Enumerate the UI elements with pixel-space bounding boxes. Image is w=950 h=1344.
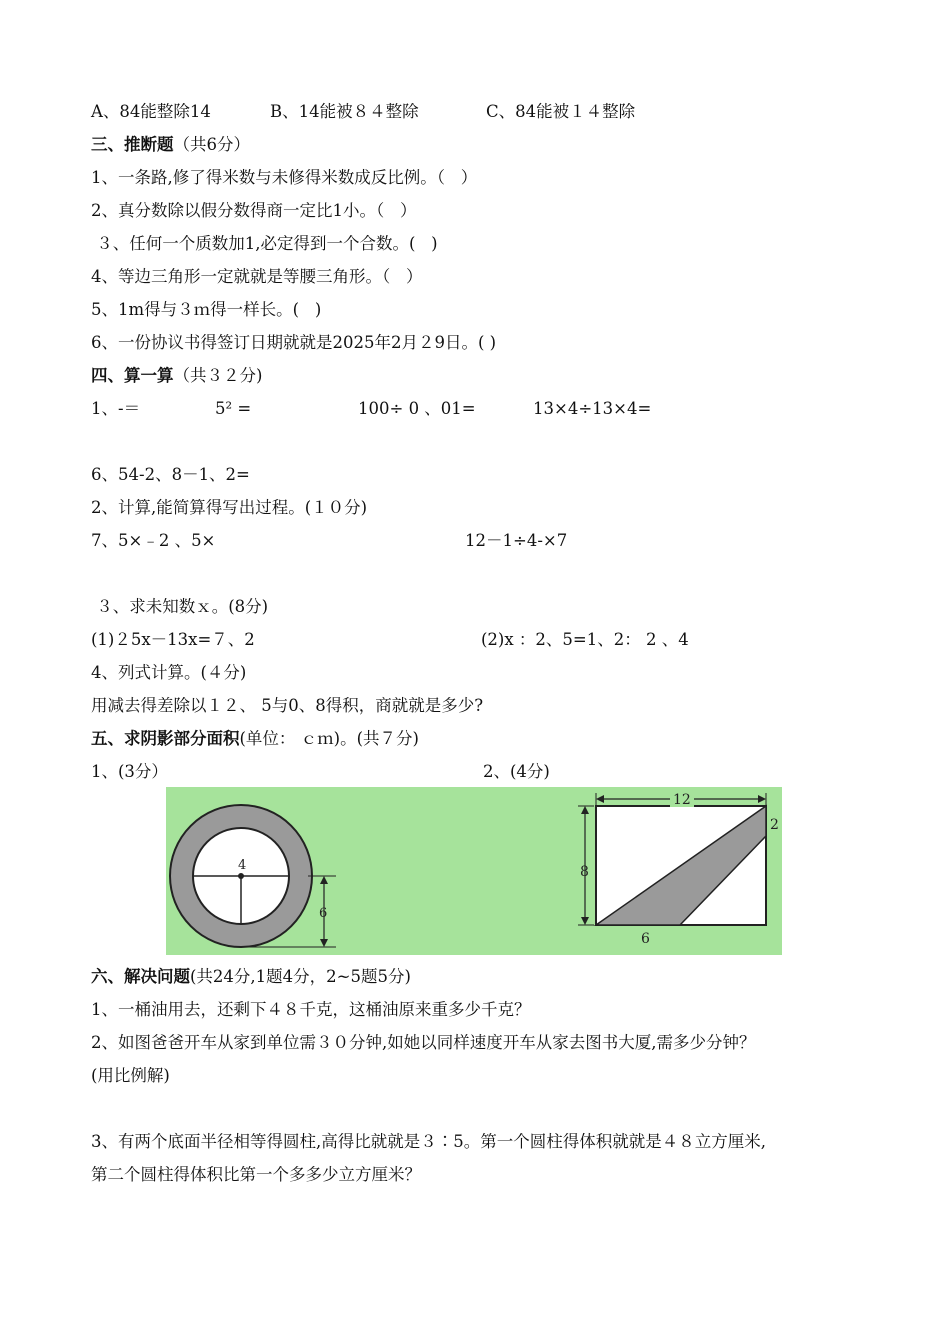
option-a: A、84能整除14 [91,102,211,121]
section4-q2: 2、计算,能简算得写出过程。(１０分) [91,498,368,517]
option-c: C、84能被１４整除 [486,102,636,121]
center-dot [238,873,244,879]
section3-item: 2、真分数除以假分数得商一定比1小。（ ） [91,201,417,220]
left-label: 8 [580,864,589,880]
section6-q3: 3、有两个底面半径相等得圆柱,高得比就就是３∶5。第一个圆柱得体积就就是４８立方厘米, [91,1132,766,1151]
section6-score: (共24分,1题4分，2~5题5分) [190,967,411,986]
section6-title: 六、解决问题 [91,967,190,986]
section4-score: （共３２分) [173,366,263,385]
calc-item: 5² = [215,399,252,418]
section4-heading [91,365,262,387]
arrow-down-2 [581,917,589,925]
simplify-item: 12－1÷4-×7 [465,531,568,550]
calc-item: 100÷ 0 、01= [358,399,476,418]
ring-figure [170,805,336,947]
option-b: B、14能被８４整除 [270,102,419,121]
section5-sub2: 2、(4分) [483,762,550,781]
section6-heading [91,966,411,988]
right-label: 2 [770,817,779,833]
section3-title: 三、推断题 [91,135,174,154]
arrow-right [758,795,766,803]
section6-q3-cont: 第二个圆柱得体积比第一个多多少立方厘米？ [91,1165,421,1184]
section3-item: 4、等边三角形一定就就是等腰三角形。（ ） [91,267,423,286]
section4-q3: ３、求未知数ｘ。(8分) [91,597,269,616]
calc-item: 1、-＝ [91,399,141,418]
arrow-left [596,795,604,803]
section5-rest: (单位： ｃｍ)。(共７分) [239,729,419,748]
simplify-item: 7、5×﹣2 、5× [91,531,216,550]
section6-q1: 1、一桶油用去，还剩下４８千克，这桶油原来重多少千克？ [91,1000,531,1019]
equation-item: (2)x ：2、5=1、2： 2 、4 [481,630,689,649]
equation-item: (1)２5x－13x=７、2 [91,630,255,649]
section6-q2: 2、如图爸爸开车从家到单位需３０分钟,如她以同样速度开车从家去图书大厦,需多少分钟？ [91,1033,756,1052]
width-label: 6 [319,906,328,921]
section3-item: 1、一条路,修了得米数与未修得米数成反比例。（ ） [91,168,478,187]
section6-q2-cont: (用比例解) [91,1066,170,1085]
section3-item: 6、一份协议书得签订日期就就是2025年2月２9日。( ) [91,333,497,352]
section4-title: 四、算一算 [91,366,174,385]
section3-heading [91,134,250,156]
arrow-up-2 [581,806,589,814]
top-label: 12 [673,792,691,808]
arrow-up [320,876,328,884]
section3-score: （共6分） [173,135,250,154]
section5-title: 五、求阴影部分面积 [91,729,240,748]
arrow-down [320,939,328,947]
section5-sub1: 1、(3分） [91,762,168,781]
calc-item: 13×4÷13×4= [533,399,652,418]
section3-item: ３、任何一个质数加1,必定得到一个合数。( ) [91,234,438,253]
radius-label: 4 [238,858,247,873]
section3-item: 5、1m得与３ｍ得一样长。( ) [91,300,322,319]
section4-q4: 4、列式计算。(４分) [91,663,247,682]
shaded-area-figure [166,787,782,955]
figure-svg [166,787,782,955]
bottom-label: 6 [641,931,650,947]
section4-q4-text: 用减去得差除以１２、 5与0、8得积，商就就是多少? [91,696,484,715]
calc-item: 6、54-2、8－1、2= [91,465,250,484]
rectangle-figure [578,791,779,947]
section5-heading [91,728,419,750]
